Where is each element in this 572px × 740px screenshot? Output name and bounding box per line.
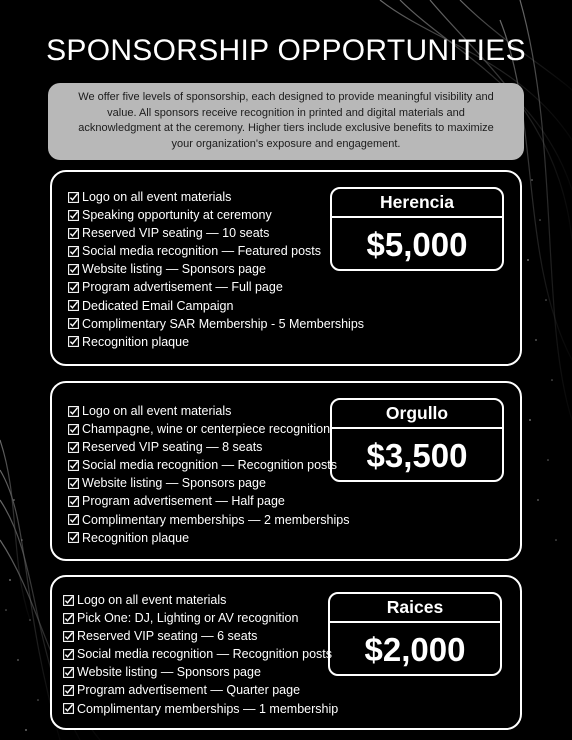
benefit-item bbox=[68, 492, 349, 510]
tier-price: $5,000 bbox=[366, 226, 468, 263]
checkbox-check-icon bbox=[63, 595, 74, 606]
checkbox-check-icon bbox=[68, 442, 79, 453]
benefit-item bbox=[63, 627, 338, 645]
benefit-text: Social media recognition — Recognition posts bbox=[77, 647, 332, 662]
benefit-text: Program advertisement — Half page bbox=[82, 494, 285, 509]
checkbox-check-icon bbox=[68, 496, 79, 507]
benefit-item bbox=[68, 188, 364, 206]
benefit-text: Reserved VIP seating — 8 seats bbox=[82, 440, 263, 455]
benefit-text: Program advertisement — Full page bbox=[82, 280, 283, 295]
checkbox-check-icon bbox=[68, 192, 79, 203]
checkbox-check-icon bbox=[68, 264, 79, 275]
benefit-text: Social media recognition — Featured posts bbox=[82, 244, 322, 259]
benefit-text: Pick One: DJ, Lighting or AV recognition bbox=[77, 611, 299, 626]
checkbox-check-icon bbox=[68, 460, 79, 471]
benefit-text: Logo on all event materials bbox=[82, 404, 232, 418]
benefit-text: Complimentary memberships — 1 membership bbox=[77, 701, 339, 716]
benefit-item bbox=[68, 511, 349, 529]
benefit-item bbox=[68, 438, 349, 456]
benefit-text: Recognition plaque bbox=[82, 530, 190, 545]
checkbox-check-icon bbox=[63, 703, 74, 714]
benefit-item bbox=[68, 420, 349, 438]
benefit-text: Website listing — Sponsors page bbox=[82, 262, 266, 277]
benefit-item bbox=[68, 242, 364, 260]
checkbox-check-icon bbox=[68, 318, 79, 329]
benefit-item bbox=[63, 591, 338, 609]
benefit-text: Recognition plaque bbox=[82, 334, 190, 349]
benefit-text: Website listing — Sponsors page bbox=[77, 665, 261, 680]
tier-price-box bbox=[328, 592, 502, 676]
tier-name: Raices bbox=[330, 594, 500, 623]
checkbox-check-icon bbox=[63, 685, 74, 696]
checkbox-check-icon bbox=[63, 613, 74, 624]
tier-card-orgullo bbox=[50, 381, 522, 561]
benefit-item bbox=[63, 663, 338, 681]
benefit-list bbox=[68, 402, 349, 547]
benefit-text: Dedicated Email Campaign bbox=[82, 298, 234, 313]
benefit-text: Website listing — Sponsors page bbox=[82, 476, 266, 491]
tier-name: Orgullo bbox=[332, 400, 502, 429]
benefit-list bbox=[63, 591, 338, 718]
benefit-text: Speaking opportunity at ceremony bbox=[82, 208, 272, 223]
benefit-item bbox=[63, 700, 338, 718]
benefit-text: Complimentary SAR Membership - 5 Memberships bbox=[82, 316, 365, 331]
benefit-item bbox=[68, 206, 364, 224]
tier-price-box bbox=[330, 187, 504, 271]
benefit-item bbox=[63, 609, 338, 627]
benefit-item bbox=[68, 260, 364, 278]
checkbox-check-icon bbox=[68, 228, 79, 239]
tier-name: Herencia bbox=[332, 189, 502, 218]
benefit-item bbox=[68, 278, 364, 296]
checkbox-check-icon bbox=[68, 336, 79, 347]
checkbox-check-icon bbox=[63, 649, 74, 660]
benefit-text: Social media recognition — Recognition posts bbox=[82, 458, 337, 473]
tier-price-box bbox=[330, 398, 504, 482]
benefit-text: Program advertisement — Quarter page bbox=[77, 683, 301, 698]
page-title: SPONSORSHIP OPPORTUNITIES bbox=[46, 34, 526, 67]
checkbox-check-icon bbox=[68, 300, 79, 311]
tier-card-raices bbox=[50, 575, 522, 730]
benefit-item bbox=[68, 297, 364, 315]
checkbox-check-icon bbox=[68, 532, 79, 543]
benefit-text: Complimentary memberships — 2 memberships bbox=[82, 512, 350, 527]
benefit-item bbox=[68, 474, 349, 492]
checkbox-check-icon bbox=[68, 424, 79, 435]
benefit-text: Logo on all event materials bbox=[77, 593, 227, 607]
benefit-item bbox=[68, 456, 349, 474]
tier-price: $3,500 bbox=[366, 437, 468, 474]
benefit-text: Logo on all event materials bbox=[82, 190, 232, 204]
benefit-item bbox=[68, 529, 349, 547]
tier-price: $2,000 bbox=[364, 631, 466, 668]
benefit-item bbox=[68, 333, 364, 351]
benefit-item bbox=[68, 224, 364, 242]
intro-text-box: We offer five levels of sponsorship, each designed to provide meaningful visibility and value. All sponsors receive recognition in printed and digital materials and acknowledgment at the ceremony. Higher tiers include exclusive benefits to maximize your organization's exposure and engagement. bbox=[48, 83, 524, 160]
checkbox-check-icon bbox=[63, 631, 74, 642]
benefit-list bbox=[68, 188, 364, 351]
benefit-text: Reserved VIP seating — 10 seats bbox=[82, 226, 270, 241]
checkbox-check-icon bbox=[63, 667, 74, 678]
benefit-item bbox=[68, 402, 349, 420]
checkbox-check-icon bbox=[68, 406, 79, 417]
checkbox-check-icon bbox=[68, 478, 79, 489]
benefit-text: Champagne, wine or centerpiece recognition bbox=[82, 422, 331, 437]
benefit-item bbox=[68, 315, 364, 333]
tier-card-herencia bbox=[50, 170, 522, 366]
checkbox-check-icon bbox=[68, 210, 79, 221]
checkbox-check-icon bbox=[68, 246, 79, 257]
benefit-text: Reserved VIP seating — 6 seats bbox=[77, 629, 258, 644]
benefit-item bbox=[63, 645, 338, 663]
checkbox-check-icon bbox=[68, 282, 79, 293]
benefit-item bbox=[63, 681, 338, 699]
checkbox-check-icon bbox=[68, 514, 79, 525]
